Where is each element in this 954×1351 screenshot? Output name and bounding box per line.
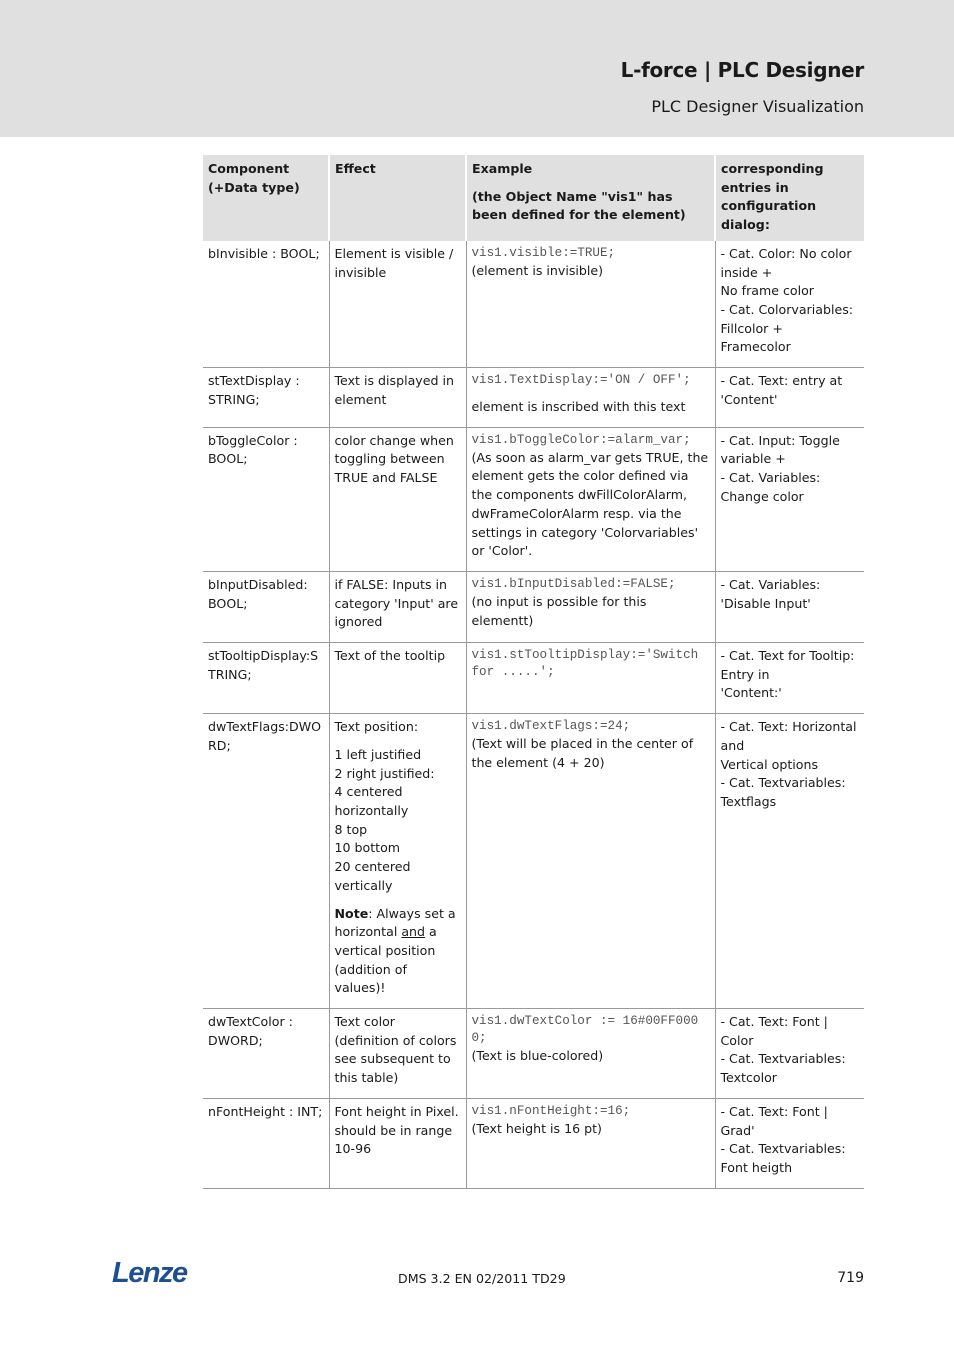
cell-effect: Font height in Pixel. should be in range 10-96 — [329, 1098, 466, 1188]
header-effect: Effect — [329, 155, 466, 241]
effect-item: 2 right justified: — [334, 765, 435, 781]
effect-item: 10 bottom — [334, 840, 401, 856]
example-code: vis1.bInputDisabled:=FALSE; — [471, 576, 676, 591]
header-example — [466, 155, 715, 241]
cell-component: bInputDisabled: BOOL; — [203, 571, 329, 642]
cell-component: stTooltipDisplay:STRING; — [203, 643, 329, 714]
header-example-note: (the Object Name "vis1" has been defined for the element) — [472, 188, 686, 223]
cell-component: stTextDisplay : STRING; — [203, 368, 329, 428]
cell-example — [466, 368, 715, 428]
cell-effect: Text of the tooltip — [329, 643, 466, 714]
cell-effect: if FALSE: Inputs in category 'Input' are ignored — [329, 571, 466, 642]
header-example-title: Example — [472, 161, 533, 176]
cell-dialog — [715, 571, 864, 642]
cell-example — [466, 1098, 715, 1188]
example-text: (Text height is 16 pt) — [471, 1120, 602, 1136]
cell-dialog — [715, 241, 864, 368]
header-component: Component (+Data type) — [203, 155, 329, 241]
dialog-line: - Cat. Text: entry at 'Content' — [720, 373, 843, 407]
note-and: and — [401, 924, 426, 940]
effect-note — [335, 905, 462, 999]
dialog-line: - Cat. Colorvariables: Fillcolor + — [720, 301, 853, 336]
effect-item: 1 left justified — [334, 746, 422, 762]
dialog-line: Framecolor — [720, 339, 791, 355]
cell-example — [466, 714, 715, 1009]
note-text-1: : Always set a horizontal — [334, 905, 456, 940]
cell-dialog — [715, 427, 864, 571]
dialog-line: - Cat. Text: Horizontal and — [720, 719, 857, 753]
note-label: Note — [334, 905, 369, 921]
dialog-line: - Cat. Text: Font | Color — [720, 1014, 828, 1048]
cell-effect: Element is visible / invisible — [329, 241, 466, 368]
dialog-line: No frame color — [720, 283, 814, 299]
table-row — [203, 714, 864, 1009]
effect-item: 4 centered horizontally — [334, 784, 409, 818]
cell-effect — [329, 714, 466, 1009]
example-code: vis1.bToggleColor:=alarm_var; — [471, 432, 691, 447]
example-code: vis1.stTooltipDisplay:='Switch for .....'; — [471, 648, 699, 680]
cell-component: bInvisible : BOOL; — [203, 241, 329, 368]
cell-example — [466, 1009, 715, 1099]
note-text-2: a vertical position (addition of values)! — [334, 924, 437, 996]
table-row — [203, 427, 864, 571]
effect-item: 20 centered vertically — [334, 859, 411, 893]
table-header-row — [203, 155, 864, 241]
dialog-line: - Cat. Textvariables: Textcolor — [720, 1051, 846, 1086]
page-number: 719 — [837, 1270, 864, 1286]
dialog-line: - Cat. Textvariables: Font heigth — [720, 1141, 846, 1175]
header-subtitle: PLC Designer Visualization — [651, 97, 864, 116]
cell-dialog — [715, 1098, 864, 1188]
cell-component: bToggleColor : BOOL; — [203, 427, 329, 571]
dialog-line: - Cat. Text: Font | Grad' — [720, 1103, 828, 1138]
example-text: (Text is blue-colored) — [471, 1048, 604, 1064]
example-text: (no input is possible for this elementt) — [471, 593, 647, 628]
table-row — [203, 571, 864, 642]
dialog-line: - Cat. Variables: Change color — [720, 470, 821, 504]
effect-list — [335, 746, 462, 896]
example-text: (Text will be placed in the center of the element (4 + 20) — [471, 736, 694, 770]
dialog-line: - Cat. Textvariables: Textflags — [720, 775, 846, 809]
cell-dialog — [715, 714, 864, 1009]
dialog-line: - Cat. Variables: 'Disable Input' — [720, 576, 821, 611]
table-row — [203, 1009, 864, 1099]
example-code: vis1.TextDisplay:='ON / OFF'; — [471, 373, 691, 388]
cell-component: dwTextFlags:DWORD; — [203, 714, 329, 1009]
example-code: vis1.dwTextFlags:=24; — [471, 719, 631, 734]
header-dialog: corresponding entries in configuration dialog: — [715, 155, 864, 241]
dialog-line: - Cat. Text for Tooltip: Entry in — [720, 648, 855, 682]
effect-item: 8 top — [334, 821, 368, 837]
cell-dialog — [715, 1009, 864, 1099]
table-row — [203, 368, 864, 428]
cell-example — [466, 241, 715, 368]
example-code: vis1.visible:=TRUE; — [471, 245, 616, 260]
cell-component: nFontHeight : INT; — [203, 1098, 329, 1188]
table-row — [203, 1098, 864, 1188]
example-text: element is inscribed with this text — [471, 399, 686, 415]
table-row — [203, 643, 864, 714]
dialog-line: 'Content:' — [720, 685, 782, 701]
cell-component: dwTextColor : DWORD; — [203, 1009, 329, 1099]
dialog-line: - Cat. Color: No color inside + — [720, 245, 852, 280]
example-code: vis1.nFontHeight:=16; — [471, 1103, 631, 1118]
footer-document-id: DMS 3.2 EN 02/2011 TD29 — [398, 1271, 566, 1286]
cell-effect: Text is displayed in element — [329, 368, 466, 428]
cell-dialog — [715, 368, 864, 428]
effect-title: Text position: — [334, 719, 419, 735]
cell-example — [466, 643, 715, 714]
cell-effect: Text color (definition of colors see subsequent to this table) — [329, 1009, 466, 1099]
example-text: (element is invisible) — [471, 262, 604, 278]
dialog-line: - Cat. Input: Toggle variable + — [720, 432, 840, 467]
example-code: vis1.dwTextColor := 16#00FF0000; — [471, 1014, 699, 1046]
example-text: (As soon as alarm_var gets TRUE, the element gets the color defined via the components dwFillColorAlarm, dwFrameColorAlarm resp. via the settings in category 'Colorvariables' or 'Color'. — [471, 449, 709, 559]
cell-example — [466, 571, 715, 642]
cell-dialog — [715, 643, 864, 714]
cell-effect: color change when toggling between TRUE and FALSE — [329, 427, 466, 571]
header-title: L-force | PLC Designer — [620, 58, 864, 82]
page-header — [0, 0, 954, 137]
component-table — [203, 155, 864, 1189]
lenze-logo: Lenze — [112, 1257, 187, 1289]
table-row — [203, 241, 864, 368]
dialog-line: Vertical options — [720, 756, 819, 772]
cell-example — [466, 427, 715, 571]
